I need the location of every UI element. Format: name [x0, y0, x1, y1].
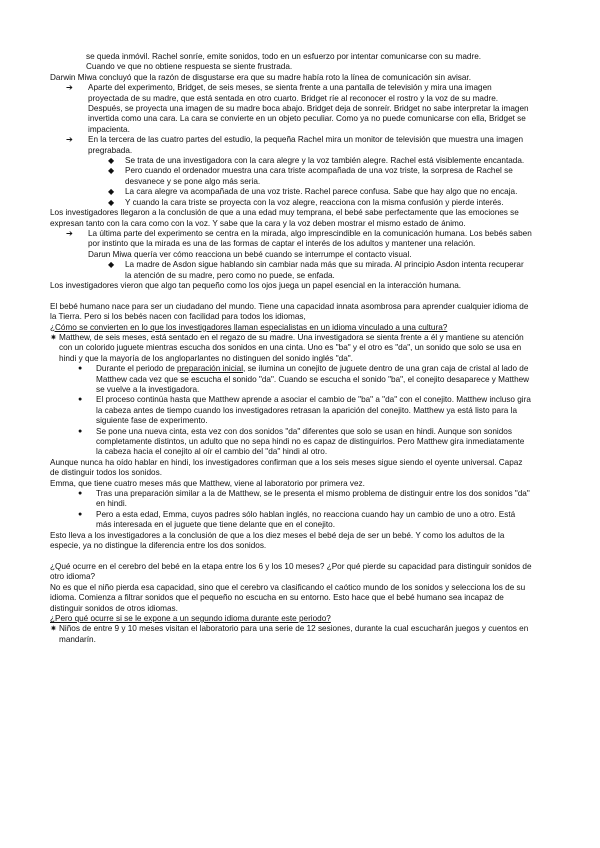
diamond-bullet-icon: ◆ — [108, 156, 115, 166]
bullet-text-part: , se ilumina un conejito de juguete dentro de una gran caja de cristal al lado de Matthew cada vez que se escucha el sonido "da". Cuando se escucha el sonido "ba", el conejito desaparece y Matthew se vuelve a la investigadora. — [96, 364, 530, 394]
arrow-bullet-item — [50, 229, 532, 250]
paragraph: se queda inmóvil. Rachel sonríe, emite sonidos, todo en un esfuerzo por intentar comunicarse con su madre. — [86, 52, 482, 61]
arrow-bullet-item — [50, 135, 532, 156]
paragraph: Esto lleva a los investigadores a la conclusión de que a los diez meses el bebé deja de ser un bebé. Y como los adultos de la especie, ya no distingue la diferencia entre los dos sonidos. — [50, 530, 505, 551]
diamond-bullet-item — [50, 187, 532, 197]
bullet-text: El proceso continúa hasta que Matthew aprende a asociar el cambio de "ba" a "da" con el conejito. Matthew incluso gira la cabeza antes de tiempo cuando los investigadores retrasan la aparición del conejito. Matthew ya está listo para la siguiente fase de experimento. — [96, 395, 531, 426]
diamond-bullet-item — [50, 166, 532, 187]
bullet-text — [96, 364, 532, 395]
bullet-text: Se trata de una investigadora con la cara alegre y la voz también alegre. Rachel está visiblemente encantada. — [125, 156, 525, 166]
dot-bullet-icon: ● — [78, 490, 83, 498]
dot-bullet-item — [50, 489, 532, 510]
underlined-term: preparación inicial — [177, 364, 244, 374]
paragraph: El bebé humano nace para ser un ciudadano del mundo. Tiene una capacidad innata asombrosa para aprender cualquier idioma de la Tierra. Pero si los bebés nacen con facilidad para todos los idiomas, — [50, 301, 529, 322]
bullet-text: Aparte del experimento, Bridget, de seis meses, se sienta frente a una pantalla de televisión y mira una imagen proyectada de su madre, que está sentada en otro cuarto. Bridget ríe al reconocer el rostro y la voz de su madre. Después, se proyecta una imagen de su madre boca abajo. Bridget deja de sonreír. Bridget no sabe interpretar la imagen invertida como una cara. La cara se convierte en un objeto peculiar. Como ya no puede comunicarse con ella, Bridget se impacienta. — [88, 83, 529, 134]
arrow-bullet-icon: ➔ — [66, 228, 73, 238]
bullet-text: Tras una preparación similar a la de Matthew, se le presenta el mismo problema de distinguir entre los dos sonidos "da" en hindi. — [96, 489, 530, 509]
bullet-text: Matthew, de seis meses, está sentado en el regazo de su madre. Una investigadora se sienta frente a él y mantiene su atención con un colorido juguete mientras escucha dos sonidos en una cinta. Uno es "ba" y el otro es "da", un sonido que solo se usa en hindi y que la mayoría de los angloparlantes no distinguen del sonido inglés "da". — [59, 332, 524, 363]
paragraph: Emma, que tiene cuatro meses más que Matthew, viene al laboratorio por primera vez. — [50, 478, 365, 488]
paragraph: Darwin Miwa concluyó que la razón de disgustarse era que su madre había roto la línea de comunicación sin avisar. — [50, 72, 471, 82]
paragraph: Los investigadores llegaron a la conclusión de que a una edad muy temprana, el bebé sabe perfectamente que las emociones se expresan tanto con la cara como con la voz. Y sabe que la cara y la voz deben mostrar el mismo estado de ánimo. — [50, 208, 519, 228]
bullet-text: Pero a esta edad, Emma, cuyos padres sólo hablan inglés, no reacciona cuando hay un cambio de uno a otro. Está más interesada en el juguete que tiene delante que en el conejito. — [96, 509, 516, 530]
question-paragraph: ¿Qué ocurre en el cerebro del bebé en la etapa entre los 6 y los 10 meses? ¿Por qué pierde su capacidad para distinguir sonidos de otro idioma? — [50, 561, 532, 582]
bullet-text: Niños de entre 9 y 10 meses visitan el laboratorio para una serie de 12 sesiones, durante la cual escucharán juegos y cuentos en mandarín. — [59, 624, 529, 644]
bullet-text: Y cuando la cara triste se proyecta con la voz alegre, reacciona con la misma confusión y pierde interés. — [125, 197, 504, 207]
bullet-text-part: Durante el periodo de — [96, 364, 178, 374]
arrow-bullet-item — [50, 83, 532, 135]
paragraph: Aunque nunca ha oído hablar en hindi, los investigadores confirman que a los seis meses sigue siendo el oyente universal. Capaz de distinguir todos los sonidos. — [50, 457, 523, 478]
dot-bullet-item — [50, 510, 532, 531]
dot-bullet-icon: ● — [78, 396, 83, 404]
diamond-bullet-item — [50, 198, 532, 208]
paragraph: Los investigadores vieron que algo tan pequeño como los ojos juega un papel esencial en la interacción humana. — [50, 280, 462, 290]
star-bullet-icon: ✷ — [50, 332, 57, 342]
bullet-text: La última parte del experimento se centra en la mirada, algo imprescindible en la comunicación humana. Los bebés saben por instinto que la mirada es una de las formas de captar el interés de los adultos y mantener una relación. — [88, 228, 532, 249]
arrow-bullet-icon: ➔ — [66, 135, 73, 145]
bullet-text: Se pone una nueva cinta, esta vez con dos sonidos "da" diferentes que solo se usan en hindi. Aunque son sonidos completamente distintos, un adulto que no sepa hindi no es capaz de distinguirlos. Pero Matthew gira inmediatamente la cabeza hacia el conejito al oír el cambio del "da" hindi al otro. — [96, 426, 525, 457]
star-bullet-item — [50, 333, 532, 364]
star-bullet-icon: ✷ — [50, 624, 57, 634]
paragraph: Cuando ve que no obtiene respuesta se siente frustrada. — [86, 62, 293, 72]
diamond-bullet-icon: ◆ — [108, 197, 115, 207]
dot-bullet-icon: ● — [78, 427, 83, 435]
diamond-bullet-icon: ◆ — [108, 166, 115, 176]
bullet-text: La madre de Asdon sigue hablando sin cambiar nada más que su mirada. Al principio Asdon intenta recuperar la atención de su madre, pero como no puede, se enfada. — [125, 260, 524, 280]
dot-bullet-item — [50, 395, 532, 426]
arrow-bullet-icon: ➔ — [66, 83, 73, 93]
question-heading: ¿Pero qué ocurre si se le expone a un segundo idioma durante este periodo? — [50, 613, 331, 623]
diamond-bullet-item — [50, 156, 532, 166]
bullet-text: En la tercera de las cuatro partes del estudio, la pequeña Rachel mira un monitor de televisión que muestra una imagen pregrabada. — [88, 135, 524, 155]
spacer — [50, 291, 532, 301]
paragraph: No es que el niño pierda esa capacidad, sino que el cerebro va clasificando el caótico mundo de los sonidos y selecciona los de su idioma. Comienza a filtrar sonidos que el pequeño no escucha en su entorno. Esto hace que el bebé humano sea incapaz de distinguir sonidos de otros idiomas. — [50, 582, 526, 613]
diamond-bullet-icon: ◆ — [108, 260, 115, 270]
dot-bullet-icon: ● — [78, 365, 83, 373]
dot-bullet-item — [50, 364, 532, 395]
dot-bullet-item — [50, 427, 532, 458]
diamond-bullet-icon: ◆ — [108, 187, 115, 197]
dot-bullet-icon: ● — [78, 510, 83, 518]
diamond-bullet-item — [50, 260, 532, 281]
star-bullet-item — [50, 624, 532, 645]
bullet-text: Pero cuando el ordenador muestra una cara triste acompañada de una voz triste, la sorpresa de Rachel se desvanece y se pone algo más seria. — [125, 166, 513, 186]
spacer — [50, 551, 532, 561]
paragraph: Darun Miwa quería ver cómo reacciona un bebé cuando se interrumpe el contacto visual. — [88, 249, 412, 259]
bullet-text: La cara alegre va acompañada de una voz triste. Rachel parece confusa. Sabe que hay algo que no encaja. — [125, 187, 518, 197]
question-heading: ¿Cómo se convierten en lo que los investigadores llaman especialistas en un idioma vinculado a una cultura? — [50, 322, 448, 332]
